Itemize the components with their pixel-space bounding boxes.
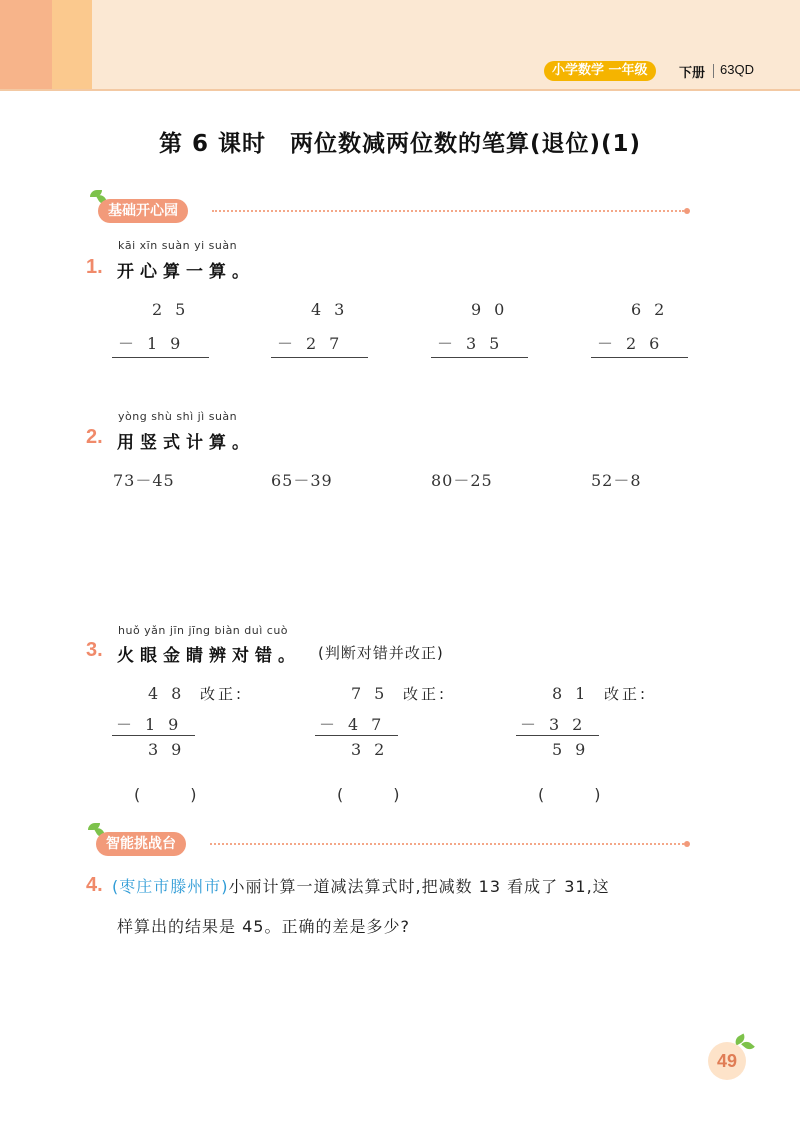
lesson-title: 第 6 课时 两位数减两位数的笔算(退位)(1) — [158, 131, 642, 157]
fix-label: 改正: — [403, 685, 448, 703]
judge-blank[interactable]: ( ) — [337, 785, 406, 804]
q3-minuend: 81 — [552, 684, 599, 703]
answer-line — [431, 357, 528, 358]
q3-minuend: 48 — [148, 684, 195, 703]
judge-blank[interactable]: ( ) — [134, 785, 203, 804]
header-color-tab — [0, 0, 52, 90]
q3-pinyin: huǒ yǎn jīn jīng biàn duì cuò — [118, 624, 289, 637]
q1-subtrahend: －19 — [118, 334, 194, 353]
section-dotted-line — [212, 210, 684, 212]
answer-line — [112, 735, 195, 736]
section-dot — [684, 841, 690, 847]
q3-text: 火眼金睛辨对错。 — [117, 646, 301, 666]
q2-expression: 65－39 — [271, 471, 333, 490]
answer-line — [516, 735, 599, 736]
section-banner-challenge: 智能挑战台 — [96, 832, 186, 856]
q1-text: 开心算一算。 — [117, 262, 255, 282]
q4-source: (枣庄市滕州市) — [112, 877, 229, 896]
q1-minuend: 62 — [631, 300, 678, 319]
q1-subtrahend: －27 — [277, 334, 353, 353]
q3-result: 39 — [148, 740, 195, 759]
page-number: 49 — [708, 1042, 746, 1080]
q3-subtrahend: －32 — [520, 715, 596, 734]
subject-badge: 小学数学 一年级 — [544, 61, 656, 81]
section-dot — [684, 208, 690, 214]
q3-subtrahend: －19 — [116, 715, 192, 734]
q4-number: 4. — [86, 874, 103, 896]
leaf-icon — [741, 1039, 755, 1052]
q3-hint: (判断对错并改正) — [318, 644, 444, 662]
header-divider — [0, 89, 800, 91]
q4-text: 小丽计算一道减法算式时,把减数 13 看成了 31,这 — [228, 877, 610, 896]
q2-pinyin: yòng shù shì jì suàn — [118, 410, 238, 423]
book-code: 63QD — [720, 62, 754, 77]
q1-minuend: 25 — [152, 300, 199, 319]
q2-expression: 52－8 — [591, 471, 642, 490]
judge-blank[interactable]: ( ) — [538, 785, 607, 804]
q3-number: 3. — [86, 639, 103, 661]
q1-subtrahend: －35 — [437, 334, 513, 353]
section-dotted-line — [210, 843, 684, 845]
answer-line — [315, 735, 398, 736]
q1-subtrahend: －26 — [597, 334, 673, 353]
q3-result: 59 — [552, 740, 599, 759]
answer-line — [112, 357, 209, 358]
fix-label: 改正: — [200, 685, 245, 703]
volume-label: 下册 — [679, 66, 706, 81]
q4-line2: 样算出的结果是 45。正确的差是多少? — [117, 917, 410, 936]
q1-number: 1. — [86, 256, 103, 278]
q3-subtrahend: －47 — [319, 715, 395, 734]
q2-expression: 73－45 — [113, 471, 175, 490]
q3-minuend: 75 — [351, 684, 398, 703]
q2-expression: 80－25 — [431, 471, 493, 490]
header-separator — [713, 64, 714, 78]
answer-line — [271, 357, 368, 358]
q1-minuend: 43 — [311, 300, 358, 319]
header-color-tab — [52, 0, 92, 90]
fix-label: 改正: — [604, 685, 649, 703]
q4-line1 — [112, 867, 732, 907]
q2-text: 用竖式计算。 — [117, 433, 255, 453]
q1-minuend: 90 — [471, 300, 518, 319]
q3-result: 32 — [351, 740, 398, 759]
q2-number: 2. — [86, 426, 103, 448]
answer-line — [591, 357, 688, 358]
section-banner-basic: 基础开心园 — [98, 199, 188, 223]
q1-pinyin: kāi xīn suàn yi suàn — [118, 239, 238, 252]
